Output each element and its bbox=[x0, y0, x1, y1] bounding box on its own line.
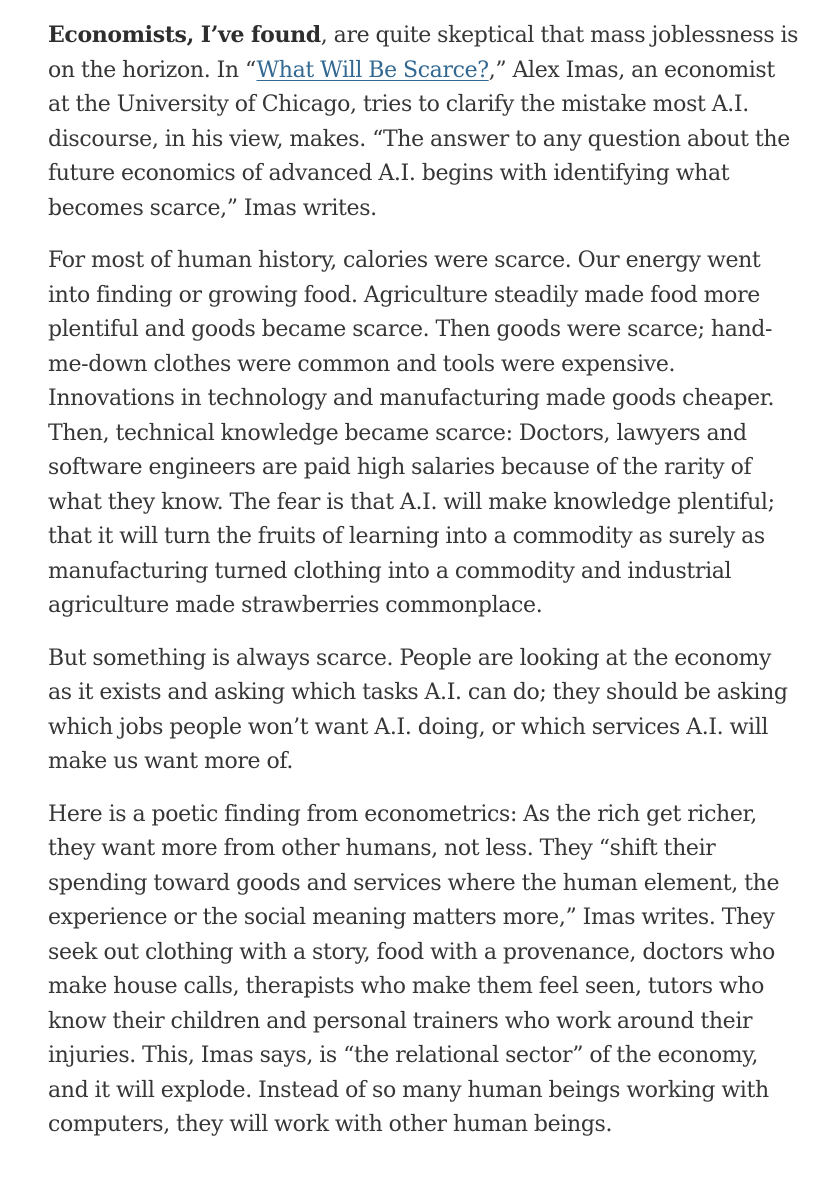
paragraph-2: For most of human history, calories were scarce. Our energy went into finding or growing food. Agriculture steadily made food more plentiful and goods became scarce. Then goods were scarce; hand-me-down clothes were common and tools were expensive. Innovations in technology and manufacturing made goods cheaper. Then, technical knowledge became scarce: Doctors, lawyers and software engineers are paid high salaries because of the rarity of what they know. The fear is that A.I. will make knowledge plentiful; that it will turn the fruits of learning into a commodity as surely as manufacturing turned clothing into a commodity and industrial agriculture made strawberries commonplace. bbox=[48, 248, 775, 618]
paragraph-3: But something is always scarce. People are looking at the economy as it exists and asking which tasks A.I. can do; they should be asking which jobs people won’t want A.I. doing, or which services A.I. will make us want more of. bbox=[48, 645, 788, 774]
paragraph-1-text-b: ,” Alex Imas, an economist at the University of Chicago, tries to clarify the mistake most A.I. discourse, in his view, makes. “The answer to any question about the future economics of advanced A.I. begins with identifying what becomes scarce,” Imas writes. bbox=[48, 57, 790, 221]
paragraph-1 bbox=[48, 18, 799, 226]
paragraph-lead: Economists, I’ve found bbox=[48, 22, 321, 48]
paragraph-4: Here is a poetic finding from econometrics: As the rich get richer, they want more from other humans, not less. They “shift their spending toward goods and services where the human element, the experience or the social meaning matters more,” Imas writes. They seek out clothing with a story, food with a provenance, doctors who make house calls, therapists who make them feel seen, tutors who know their children and personal trainers who work around their injuries. This, Imas says, is “the relational sector” of the economy, and it will explode. Instead of so many human beings working with computers, they will work with other human beings. bbox=[48, 801, 780, 1137]
paragraph-1-text-a: , are quite skeptical that mass joblessness is on the horizon. In “ bbox=[48, 23, 799, 83]
article-link-what-will-be-scarce[interactable]: What Will Be Scarce? bbox=[256, 57, 489, 83]
